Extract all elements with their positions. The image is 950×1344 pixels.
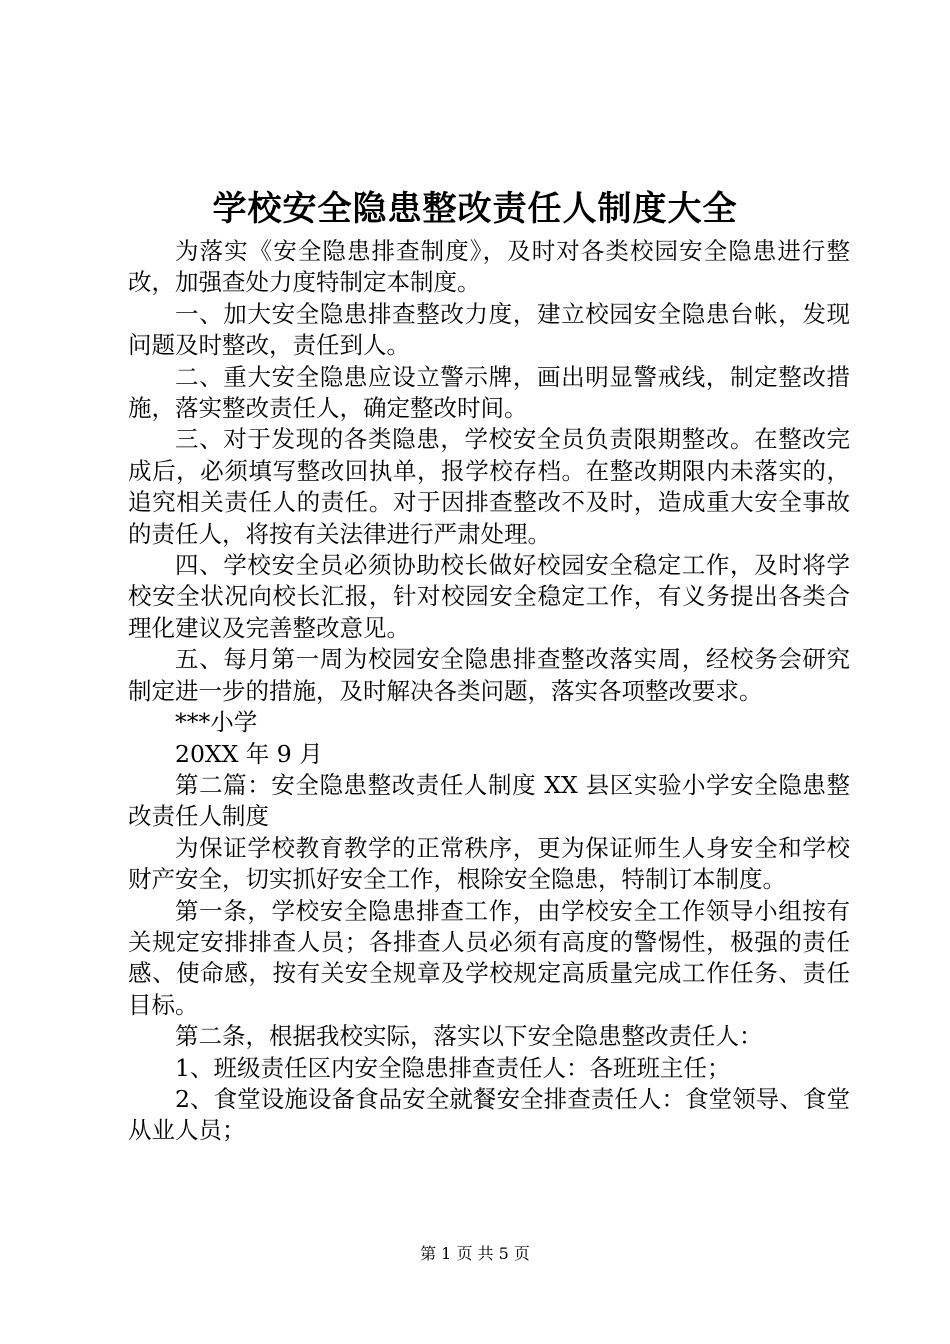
paragraph-item-4: 四、学校安全员必须协助校长做好校园安全稳定工作，及时将学校安全状况向校长汇报，针对校园安全稳定工作，有义务提出各类合理化建议及完善整改意见。 xyxy=(128,551,850,642)
paragraph-item-5: 五、每月第一周为校园安全隐患排查整改落实周，经校务会研究制定进一步的措施，及时解决各类问题，落实各项整改要求。 xyxy=(128,645,850,705)
list-item-1: 1、班级责任区内安全隐患排查责任人：各班班主任； xyxy=(175,1053,731,1082)
paragraph-item-1: 一、加大安全隐患排查整改力度，建立校园安全隐患台帐，发现问题及时整改，责任到人。 xyxy=(128,299,850,360)
document-body xyxy=(128,236,850,1147)
paragraph-item-2: 二、重大安全隐患应设立警示牌，画出明显警戒线，制定整改措施，落实整改责任人，确定整改时间。 xyxy=(128,362,850,423)
section-heading-part-two: 第二篇：安全隐患整改责任人制度 XX 县区实验小学安全隐患整改责任人制度 xyxy=(128,770,850,831)
paragraph-article-1: 第一条，学校安全隐患排查工作，由学校安全工作领导小组按有关规定安排排查人员；各排查人员必须有高度的警惕性，极强的责任感、使命感，按有关安全规章及学校规定高质量完成工作任务、责任目标。 xyxy=(128,896,850,1019)
paragraph-article-2: 第二条，根据我校实际，落实以下安全隐患整改责任人： xyxy=(175,1022,763,1051)
document-title: 学校安全隐患整改责任人制度大全 xyxy=(212,189,738,229)
list-item-2: 2、食堂设施设备食品安全就餐安全排查责任人：食堂领导、食堂从业人员； xyxy=(128,1084,850,1145)
page-footer: 第 1 页 共 5 页 xyxy=(420,1244,530,1263)
paragraph-part-two-intro: 为保证学校教育教学的正常秩序，更为保证师生人身安全和学校财产安全，切实抓好安全工作，根除安全隐患，特制订本制度。 xyxy=(128,833,850,894)
paragraph-intro: 为落实《安全隐患排查制度》，及时对各类校园安全隐患进行整改，加强查处力度特制定本制度。 xyxy=(128,237,850,297)
signature-date: 20XX 年 9 月 xyxy=(175,739,323,768)
signature-school: ***小学 xyxy=(175,708,258,737)
paragraph-item-3: 三、对于发现的各类隐患，学校安全员负责限期整改。在整改完成后，必须填写整改回执单，报学校存档。在整改期限内未落实的，追究相关责任人的责任。对于因排查整改不及时，造成重大安全事故的责任人，将按有关法律进行严肃处理。 xyxy=(128,425,850,548)
